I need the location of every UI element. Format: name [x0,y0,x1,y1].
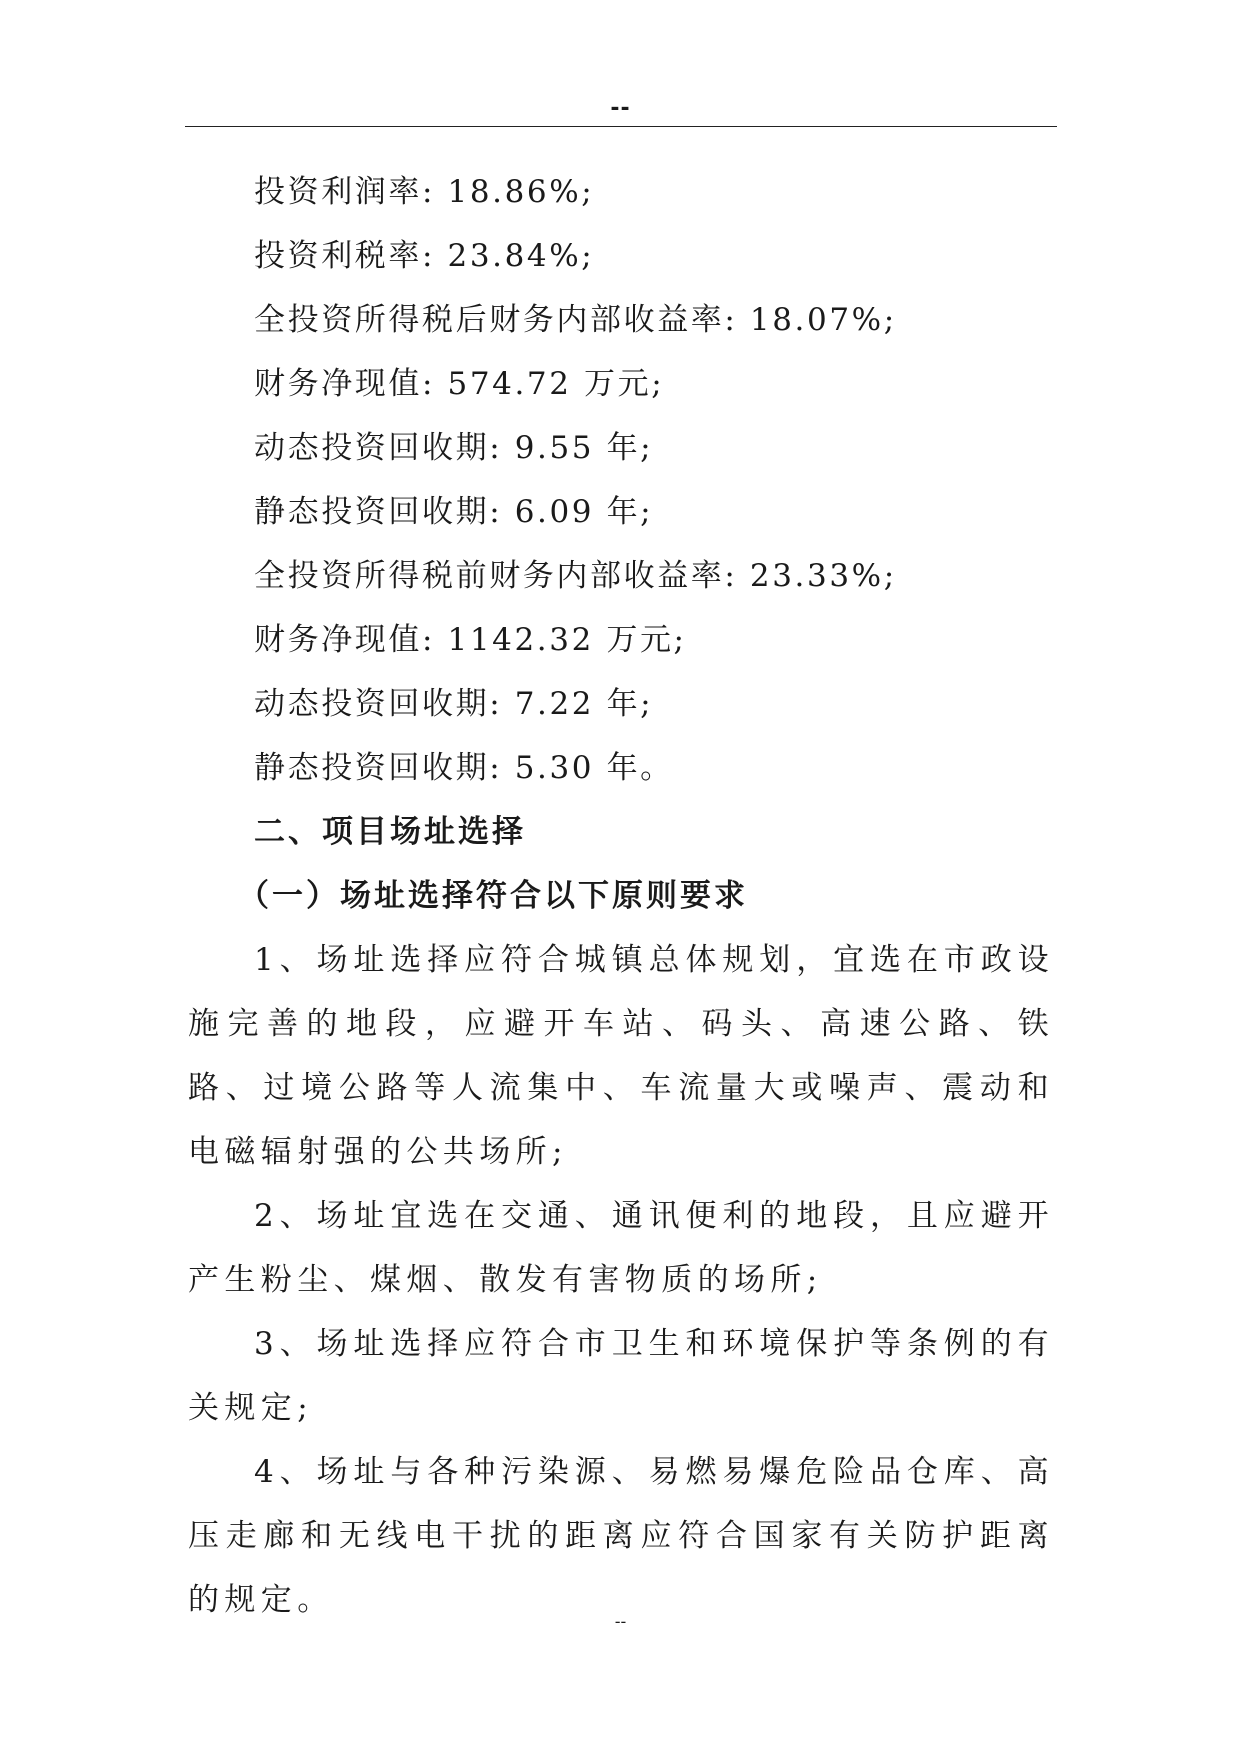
metric-dynamic-payback-after-tax: 动态投资回收期: 9.55 年; [254,430,654,466]
subsection-heading: （一）场址选择符合以下原则要求 [238,878,748,914]
metric-static-payback-after-tax: 静态投资回收期: 6.09 年; [254,494,654,530]
metric-investment-tax-rate: 投资利税率: 23.84%; [254,238,595,274]
metric-dynamic-payback-before-tax: 动态投资回收期: 7.22 年; [254,686,654,722]
page-footer-mark: -- [614,1612,627,1631]
principle-paragraph-3: 3、场址选择应符合市卫生和环境保护等条例的有关规定; [188,1326,1054,1426]
section-heading: 二、项目场址选择 [254,814,526,850]
principle-paragraph-4: 4、场址与各种污染源、易燃易爆危险品仓库、高压走廊和无线电干扰的距离应符合国家有关防护距离的规定。 [188,1454,1054,1618]
metric-npv-before-tax: 财务净现值: 1142.32 万元; [254,622,687,658]
metric-before-tax-irr: 全投资所得税前财务内部收益率: 23.33%; [254,558,897,594]
metric-npv-after-tax: 财务净现值: 574.72 万元; [254,366,665,402]
page-header-mark: -- [610,96,631,121]
principle-paragraph-1: 1、场址选择应符合城镇总体规划，宜选在市政设施完善的地段，应避开车站、码头、高速公路、铁路、过境公路等人流集中、车流量大或噪声、震动和电磁辐射强的公共场所; [188,942,1054,1170]
metric-static-payback-before-tax: 静态投资回收期: 5.30 年。 [254,750,674,786]
document-body [188,160,1054,1632]
metric-after-tax-irr: 全投资所得税后财务内部收益率: 18.07%; [254,302,897,338]
principle-paragraph-2: 2、场址宜选在交通、通讯便利的地段，且应避开产生粉尘、煤烟、散发有害物质的场所; [188,1198,1054,1298]
metric-investment-profit-rate: 投资利润率: 18.86%; [254,174,595,210]
header-divider [185,126,1057,127]
